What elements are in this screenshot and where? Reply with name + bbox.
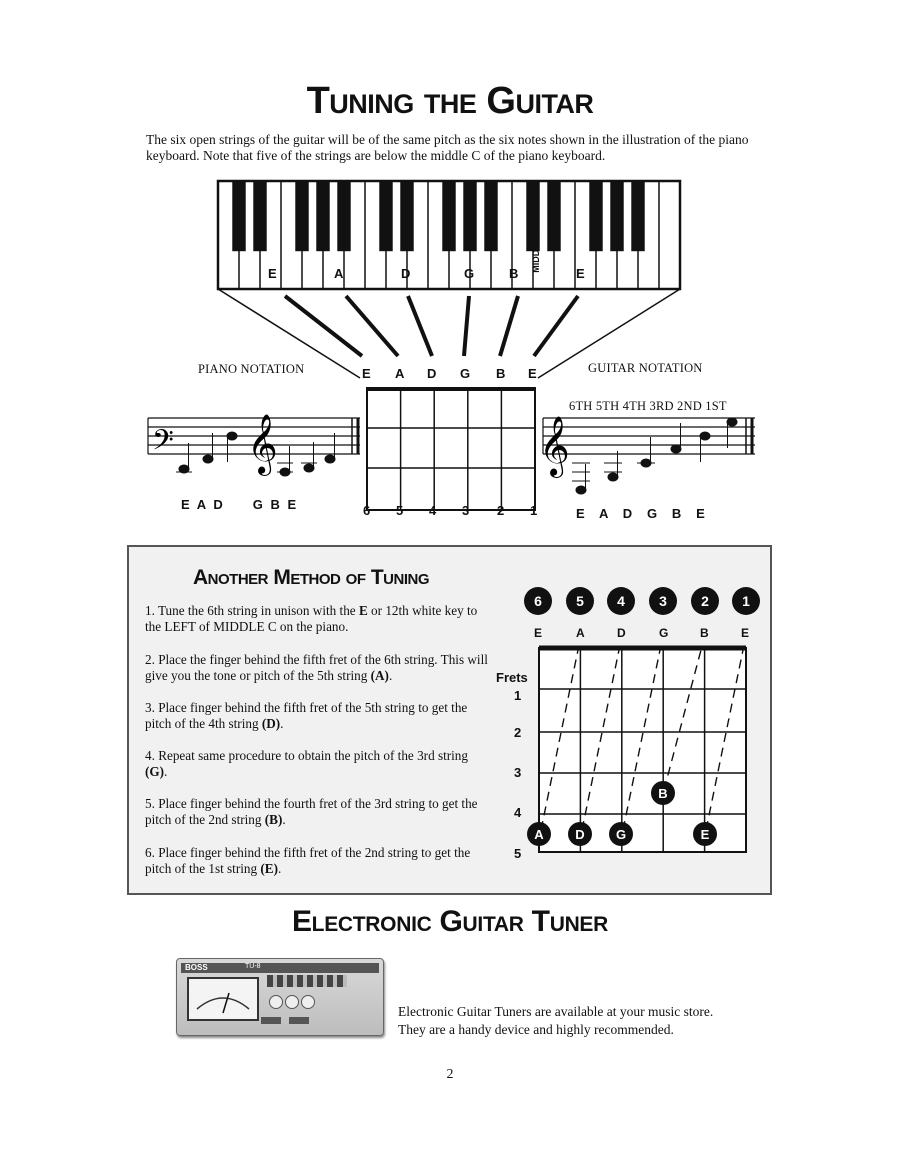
black-key (400, 181, 413, 251)
step-text: . (277, 861, 282, 876)
step-number: 2. (145, 652, 155, 667)
method-string-letter-2: B (700, 626, 709, 640)
method-step-3 (145, 700, 490, 732)
black-key (253, 181, 266, 251)
black-key (232, 181, 245, 251)
tuner-heading: Electronic Guitar Tuner (291, 905, 609, 938)
string-note-1: E (528, 366, 537, 381)
tuner-knob-1 (269, 995, 283, 1009)
tuner-knob-3 (301, 995, 315, 1009)
string-number-2: 2 (497, 503, 505, 518)
method-step-6 (145, 845, 490, 877)
step-text: . (164, 764, 168, 779)
tuner-text-line2: They are a handy device and highly recommended. (398, 1022, 674, 1037)
fret-dot-b: B (651, 781, 675, 805)
step-text: Place finger behind the fifth fret of the 2nd string to get the pitch of the 1st string (145, 845, 471, 876)
string-note-2: B (496, 366, 506, 381)
tuner-model: TU-8 (245, 963, 261, 970)
method-string-letter-6: E (534, 626, 543, 640)
fret-dot-g: G (609, 822, 633, 846)
black-key (337, 181, 350, 251)
string-number-5: 5 (396, 503, 404, 518)
tuner-text-line1: Electronic Guitar Tuners are available at your music store. (398, 1004, 714, 1019)
fret-number-4: 4 (514, 805, 522, 820)
fret-number-2: 2 (514, 725, 522, 740)
string-note-6: E (362, 366, 371, 381)
tuner-device-image (176, 958, 384, 1036)
keyboard-note-e-high: E (576, 266, 585, 281)
black-key (610, 181, 623, 251)
step-number: 1. (145, 603, 155, 618)
guitar-staff-notes (572, 418, 737, 494)
tuner-brand: BOSS (185, 963, 208, 972)
tuner-description (398, 1003, 778, 1039)
black-key (547, 181, 560, 251)
step-number: 6. (145, 845, 155, 860)
method-string-letter-3: G (659, 626, 669, 640)
keyboard-note-g: G (464, 266, 475, 281)
method-step-1 (145, 603, 490, 635)
step-emphasis: (B) (264, 812, 283, 827)
guitar-notation-label: GUITAR NOTATION (588, 361, 703, 375)
fret-dot-e: E (693, 822, 717, 846)
black-key (379, 181, 392, 251)
string-number-6: 6 (363, 503, 371, 518)
step-emphasis: E (358, 603, 368, 618)
step-text: Place finger behind the fifth fret of the 5th string to get the pitch of the 4th string (145, 700, 468, 731)
step-text: . (388, 668, 393, 683)
method-string-letter-4: D (617, 626, 626, 640)
string-circle-1: 1 (732, 587, 760, 615)
middle-c-label: MIDDLE C (531, 229, 541, 273)
string-circle-6: 6 (524, 587, 552, 615)
step-text: Place finger behind the fourth fret of the 3rd string to get the pitch of the 2nd string (145, 796, 478, 827)
method-string-letter-1: E (741, 626, 750, 640)
page-number: 2 (446, 1067, 454, 1082)
step-number: 5. (145, 796, 155, 811)
black-key (442, 181, 455, 251)
method-string-letter-5: A (576, 626, 585, 640)
step-text: . (280, 716, 284, 731)
step-text: . (282, 812, 286, 827)
guitar-string-ordinals: 6TH 5TH 4TH 3RD 2ND 1ST (569, 399, 727, 413)
tuning-diagram (0, 0, 900, 540)
step-emphasis: (D) (261, 716, 281, 731)
string-note-5: A (395, 366, 405, 381)
fret-number-5: 5 (514, 846, 522, 861)
bass-clef-icon: 𝄢 (152, 424, 174, 464)
guitar-staff (543, 418, 755, 454)
method-fretboard (530, 640, 755, 855)
string-circle-2: 2 (691, 587, 719, 615)
tuner-meter (187, 977, 259, 1021)
keyboard-note-b: B (509, 266, 519, 281)
step-text: Place the finger behind the fifth fret of the 6th string. This will give you the tone or pitch of the 5th string (145, 652, 488, 683)
step-text: or 12th white key to the LEFT of MIDDLE C on the piano. (145, 603, 478, 634)
string-circle-3: 3 (649, 587, 677, 615)
piano-notation-label: PIANO NOTATION (198, 362, 305, 376)
method-step-5 (145, 796, 490, 828)
fretboard-grid (367, 388, 535, 510)
treble-clef-icon-right: 𝄞 (539, 416, 570, 476)
step-number: 3. (145, 700, 155, 715)
tuner-top-strip (181, 963, 379, 973)
black-key (463, 181, 476, 251)
note-connector-lines (285, 296, 578, 356)
tuner-switch-2 (289, 1017, 309, 1024)
fret-dot-d: D (568, 822, 592, 846)
black-key (484, 181, 497, 251)
string-note-3: G (460, 366, 471, 381)
black-key (631, 181, 644, 251)
black-key (316, 181, 329, 251)
keyboard-note-e-low: E (268, 266, 277, 281)
step-text: Tune the 6th string in unison with the (157, 603, 359, 618)
string-number-1: 1 (530, 503, 538, 518)
fret-number-1: 1 (514, 688, 522, 703)
black-key (295, 181, 308, 251)
fret-dot-a: A (527, 822, 551, 846)
tuner-led-strip (267, 975, 347, 987)
guitar-note-names: E A D G B E (576, 506, 706, 521)
string-number-4: 4 (429, 503, 437, 518)
black-key (589, 181, 602, 251)
string-circle-4: 4 (607, 587, 635, 615)
frets-label: Frets (496, 670, 528, 685)
intro-paragraph: The six open strings of the guitar will be of the same pitch as the six notes shown in the illustration of the piano keyboard. Note that five of the strings are below the middle C of the piano keyboard. (146, 132, 749, 163)
method-step-2 (145, 652, 490, 684)
tuner-needle-icon (189, 979, 257, 1019)
tuner-switch-1 (261, 1017, 281, 1024)
string-note-4: D (427, 366, 437, 381)
fret-number-3: 3 (514, 765, 522, 780)
method-step-4 (145, 748, 490, 780)
tuner-knob-2 (285, 995, 299, 1009)
step-number: 4. (145, 748, 155, 763)
page-title: Tuning the Guitar (306, 80, 594, 122)
method-title: Another Method of Tuning (193, 566, 429, 589)
keyboard-note-a: A (334, 266, 344, 281)
step-text: Repeat same procedure to obtain the pitch of the 3rd string (158, 748, 468, 763)
string-number-3: 3 (462, 503, 470, 518)
treble-clef-icon-left: 𝄞 (247, 414, 278, 474)
step-emphasis: (A) (370, 668, 389, 683)
keyboard-note-d: D (401, 266, 411, 281)
step-emphasis: (G) (145, 764, 165, 779)
string-circle-5: 5 (566, 587, 594, 615)
step-emphasis: (E) (260, 861, 278, 876)
piano-note-names: E A D G B E (181, 497, 299, 512)
